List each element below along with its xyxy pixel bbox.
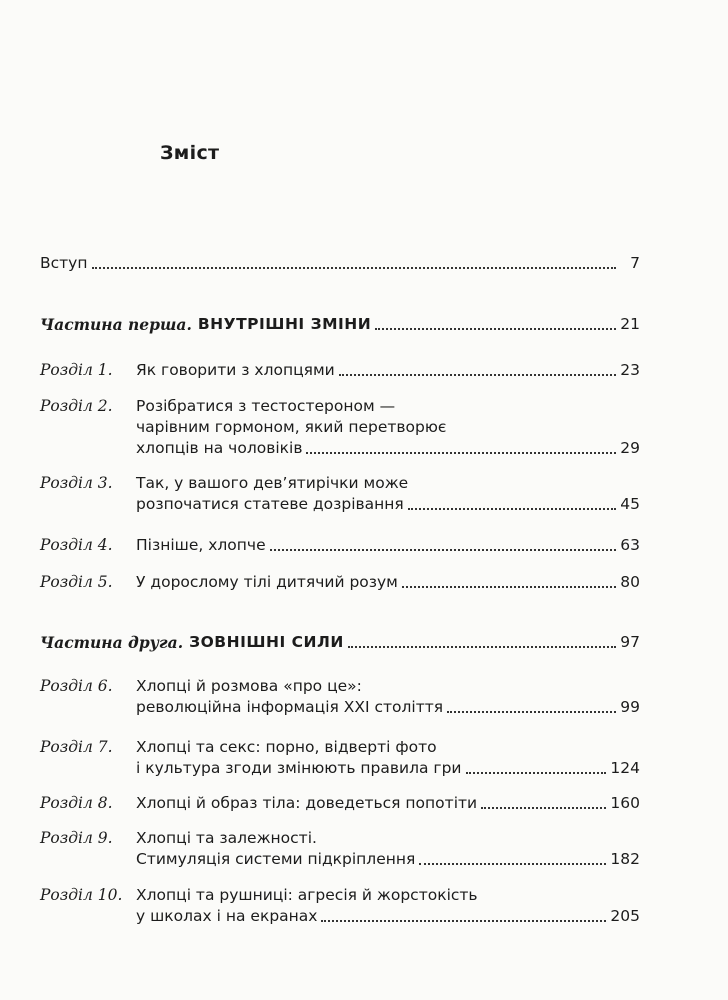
chapter-label: Розділ 8. xyxy=(40,794,113,812)
toc-chapter-8[interactable] xyxy=(40,793,640,814)
chapter-label: Розділ 5. xyxy=(40,573,113,591)
toc-chapter-2[interactable] xyxy=(40,396,640,459)
dot-leader xyxy=(375,328,616,330)
page-number: 124 xyxy=(610,759,640,777)
chapter-title-line: чарівним гормоном, який перетворює xyxy=(136,418,447,436)
page-number: 182 xyxy=(610,850,640,868)
toc-chapter-1[interactable] xyxy=(40,360,640,381)
chapter-title-line: розпочатися статеве дозрівання xyxy=(136,495,404,513)
page-number: 29 xyxy=(620,439,640,457)
part-label: Частина перша. xyxy=(40,315,192,334)
chapter-title-line: Так, у вашого дев’ятирічки може xyxy=(136,474,409,492)
toc-chapter-5[interactable] xyxy=(40,572,640,593)
chapter-title-line: Хлопці та рушниці: агресія й жорстокість xyxy=(136,886,478,904)
chapter-title-line: У дорослому тілі дитячий розум xyxy=(136,573,398,591)
dot-leader xyxy=(348,646,616,648)
dot-leader xyxy=(270,549,616,551)
dot-leader xyxy=(92,267,617,269)
dot-leader xyxy=(419,863,606,865)
dot-leader xyxy=(408,508,616,510)
page-number: 23 xyxy=(620,361,640,379)
chapter-title-line: Хлопці й розмова «про це»: xyxy=(136,677,362,695)
chapter-label: Розділ 7. xyxy=(40,738,113,756)
page-number: 63 xyxy=(620,536,640,554)
page-number: 205 xyxy=(610,907,640,925)
part-label: Частина друга. xyxy=(40,633,184,652)
entry-title: Вступ xyxy=(40,254,88,272)
dot-leader xyxy=(481,807,606,809)
page-number: 21 xyxy=(620,315,640,333)
part-name: ВНУТРІШНІ ЗМІНИ xyxy=(197,315,372,333)
chapter-label: Розділ 10. xyxy=(40,886,123,904)
chapter-title-line: Хлопці та секс: порно, відверті фото xyxy=(136,738,437,756)
chapter-title-line: Пізніше, хлопче xyxy=(136,536,266,554)
chapter-label: Розділ 2. xyxy=(40,397,113,415)
chapter-title-line: Хлопці та залежності. xyxy=(136,829,317,847)
chapter-label: Розділ 9. xyxy=(40,829,113,847)
page-number: 7 xyxy=(630,254,640,272)
toc-chapter-9[interactable] xyxy=(40,828,640,870)
dot-leader xyxy=(306,452,616,454)
page-title: Зміст xyxy=(160,142,220,164)
chapter-title-line: Стимуляція системи підкріплення xyxy=(136,850,416,868)
toc-chapter-3[interactable] xyxy=(40,473,640,515)
dot-leader xyxy=(466,772,607,774)
chapter-title-line: Хлопці й образ тіла: доведеться попотіти xyxy=(136,794,478,812)
page-number: 97 xyxy=(620,633,640,651)
dot-leader xyxy=(402,586,616,588)
part-name: ЗОВНІШНІ СИЛИ xyxy=(189,633,344,651)
dot-leader xyxy=(321,920,606,922)
toc-chapter-4[interactable] xyxy=(40,535,640,556)
page-number: 80 xyxy=(620,573,640,591)
dot-leader xyxy=(447,711,616,713)
toc-chapter-7[interactable] xyxy=(40,737,640,779)
chapter-label: Розділ 4. xyxy=(40,536,113,554)
dot-leader xyxy=(339,374,616,376)
toc-part-1[interactable] xyxy=(40,314,640,335)
page-number: 99 xyxy=(620,698,640,716)
toc-chapter-6[interactable] xyxy=(40,676,640,718)
chapter-label: Розділ 3. xyxy=(40,474,113,492)
toc-chapter-10[interactable] xyxy=(40,885,640,927)
chapter-title-line: хлопців на чоловіків xyxy=(136,439,303,457)
chapter-title-line: Як говорити з хлопцями xyxy=(136,361,335,379)
chapter-label: Розділ 1. xyxy=(40,361,113,379)
chapter-title-line: і культура згоди змінюють правила гри xyxy=(136,759,462,777)
chapter-title-line: революційна інформація XXI століття xyxy=(136,698,444,716)
page-number: 160 xyxy=(610,794,640,812)
chapter-title-line: Розібратися з тестостероном — xyxy=(136,397,396,415)
chapter-title-line: у школах і на екранах xyxy=(136,907,318,925)
page-number: 45 xyxy=(620,495,640,513)
chapter-label: Розділ 6. xyxy=(40,677,113,695)
toc-entry-intro[interactable] xyxy=(40,253,640,274)
toc-part-2[interactable] xyxy=(40,632,640,653)
